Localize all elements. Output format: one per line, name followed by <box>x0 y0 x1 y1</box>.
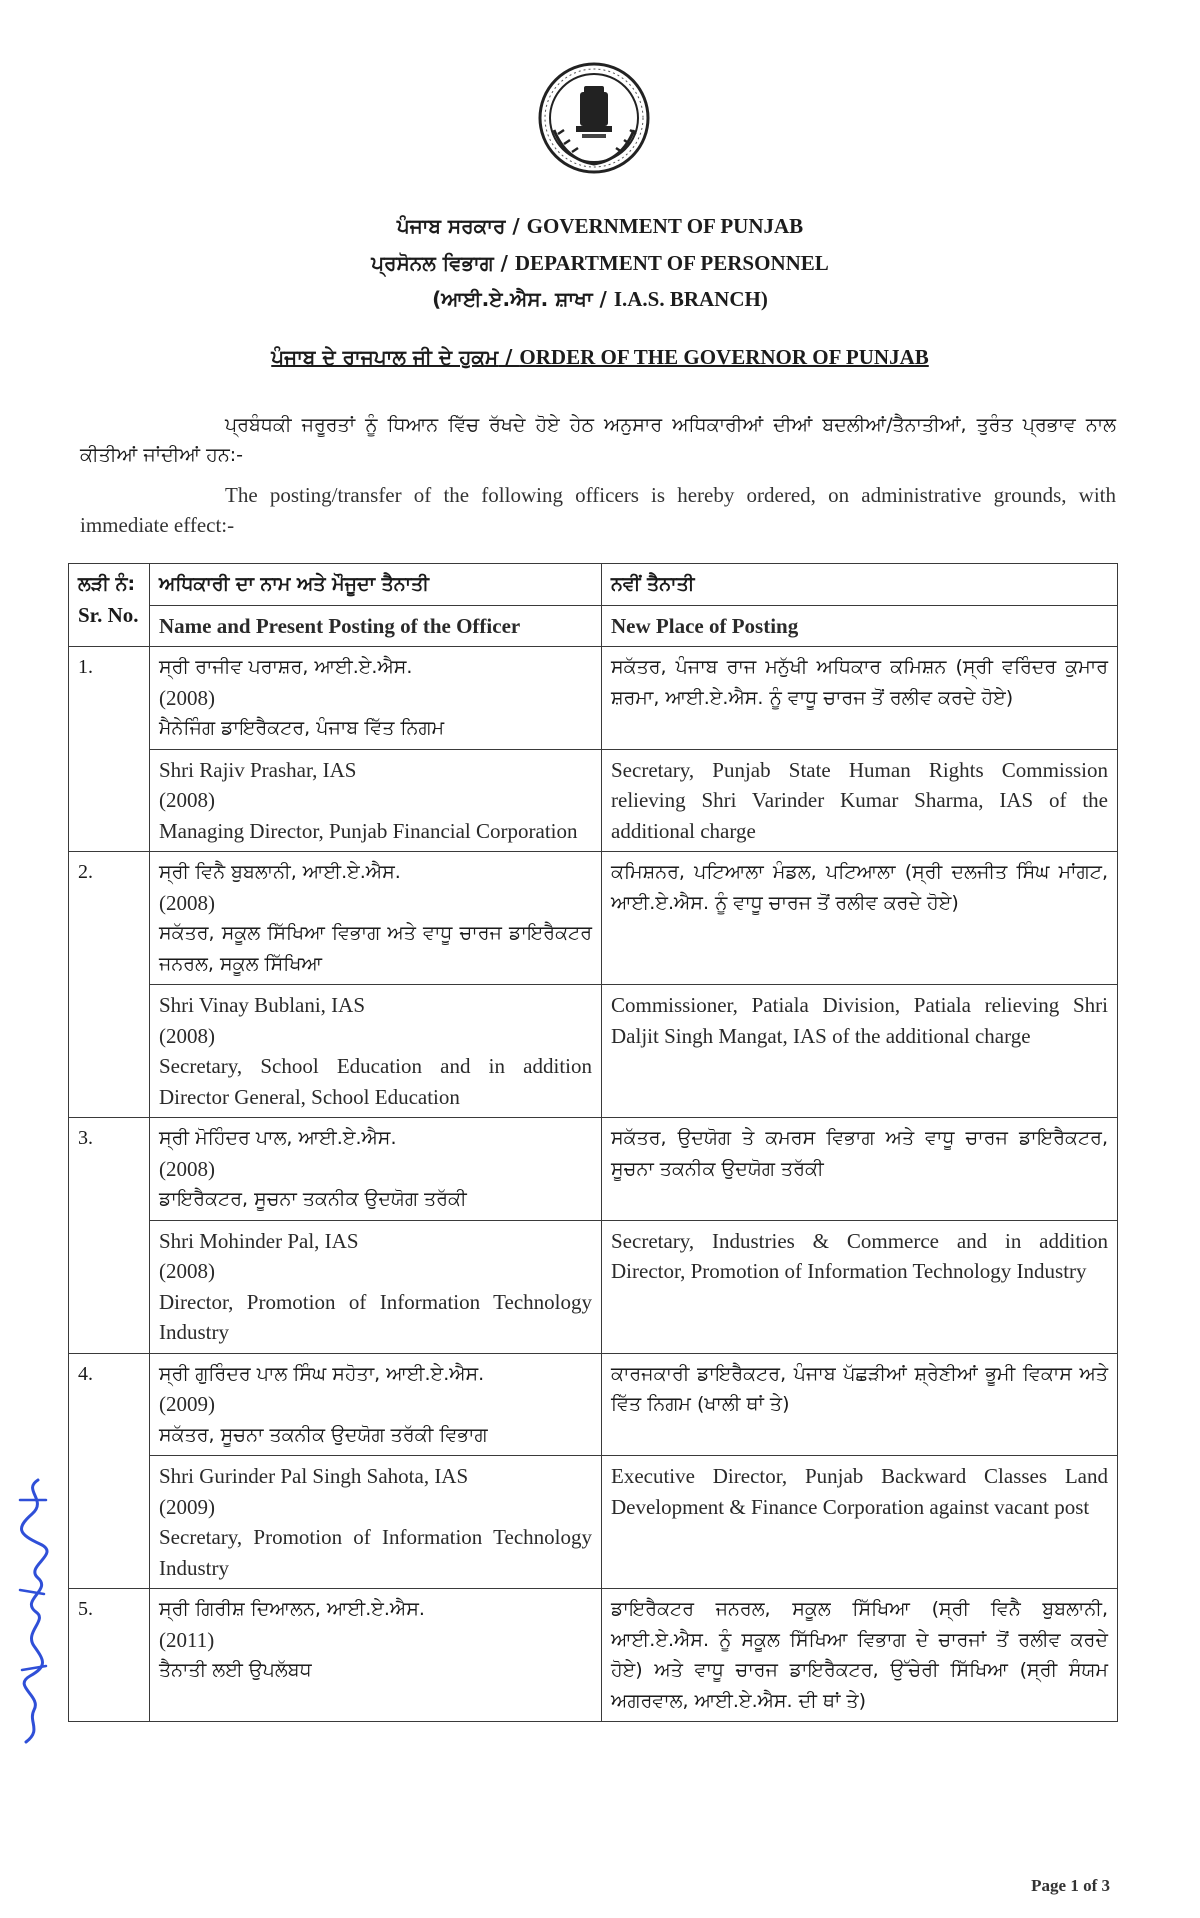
officer-name-pa: ਸ੍ਰੀ ਗਿਰੀਸ਼ ਦਿਆਲਨ, ਆਈ.ਏ.ਐਸ. <box>159 1598 425 1620</box>
officer-batch: (2008) <box>159 788 215 812</box>
handwritten-signature <box>8 1470 56 1750</box>
page-number: Page 1 of 3 <box>1031 1876 1110 1895</box>
officer-present-posting-en: Managing Director, Punjab Financial Corporation <box>159 818 578 843</box>
intro-english: The posting/transfer of the following officers is hereby ordered, on administrative grounds, with immediate effect:- <box>80 483 1116 537</box>
order-title-en: ORDER OF THE GOVERNOR OF PUNJAB <box>519 345 929 369</box>
header-name-en: Name and Present Posting of the Officer <box>150 605 602 647</box>
officer-name-en: Shri Vinay Bublani, IAS <box>159 993 366 1017</box>
postings-table <box>68 563 1118 1722</box>
new-posting-en: Secretary, Punjab State Human Rights Commission relieving Shri Varinder Kumar Sharma, IAS of the additional charge <box>602 749 1118 852</box>
officer-batch: (2008) <box>159 685 215 710</box>
table-row <box>69 1220 1118 1353</box>
header-sr-en: Sr. No. <box>78 602 139 627</box>
table-row <box>69 852 1118 985</box>
officer-name-pa: ਸ੍ਰੀ ਵਿਨੈ ਬੁਬਲਾਨੀ, ਆਈ.ਏ.ਐਸ. <box>159 861 401 883</box>
new-posting-en: Executive Director, Punjab Backward Classes Land Development & Finance Corporation against vacant post <box>602 1456 1118 1589</box>
officer-cell-pa <box>150 1353 602 1456</box>
table-row <box>69 749 1118 852</box>
header-name-pa: ਅਧਿਕਾਰੀ ਦਾ ਨਾਮ ਅਤੇ ਮੌਜੂਦਾ ਤੈਨਾਤੀ <box>150 564 602 606</box>
officer-name-en: Shri Gurinder Pal Singh Sahota, IAS <box>159 1464 469 1488</box>
officer-batch: (2008) <box>159 890 215 915</box>
header-branch-en: I.A.S. BRANCH) <box>613 287 768 311</box>
sr-number: 4. <box>69 1353 150 1589</box>
officer-present-posting-pa: ਮੈਨੇਜਿੰਗ ਡਾਇਰੈਕਟਰ, ਪੰਜਾਬ ਵਿੱਤ ਨਿਗਮ <box>159 717 445 739</box>
officer-name-pa: ਸ੍ਰੀ ਮੋਹਿੰਦਰ ਪਾਲ, ਆਈ.ਏ.ਐਸ. <box>159 1127 397 1149</box>
order-title-pa: ਪੰਜਾਬ ਦੇ ਰਾਜਪਾਲ ਜੀ ਦੇ ਹੁਕਮ <box>271 345 499 369</box>
officer-batch: (2009) <box>159 1392 215 1416</box>
intro-punjabi: ਪ੍ਰਬੰਧਕੀ ਜਰੂਰਤਾਂ ਨੂੰ ਧਿਆਨ ਵਿੱਚ ਰੱਖਦੇ ਹੋਏ ਹੇਠ ਅਨੁਸਾਰ ਅਧਿਕਾਰੀਆਂ ਦੀਆਂ ਬਦਲੀਆਂ/ਤੈਨਾਤੀਆਂ, ਤੁਰੰਤ ਪ੍ਰਭਾਵ ਨਾਲ ਕੀਤੀਆਂ ਜਾਂਦੀਆਂ ਹਨ:- <box>80 414 1116 466</box>
new-posting-pa: ਡਾਇਰੈਕਟਰ ਜਨਰਲ, ਸਕੂਲ ਸਿੱਖਿਆ (ਸ੍ਰੀ ਵਿਨੈ ਬੁਬਲਾਨੀ, ਆਈ.ਏ.ਐਸ. ਨੂੰ ਸਕੂਲ ਸਿੱਖਿਆ ਵਿਭਾਗ ਦੇ ਚਾਰਜਾਂ ਤੋਂ ਰਲੀਵ ਕਰਦੇ ਹੋਏ) ਅਤੇ ਵਾਧੂ ਚਾਰਜ ਡਾਇਰੈਕਟਰ, ਉੱਚੇਰੀ ਸਿੱਖਿਆ (ਸ੍ਰੀ ਸੰਯਮ ਅਗਰਵਾਲ, ਆਈ.ਏ.ਐਸ. ਦੀ ਥਾਂ ਤੇ) <box>602 1589 1118 1722</box>
officer-batch: (2008) <box>159 1156 215 1181</box>
new-posting-pa: ਕਾਰਜਕਾਰੀ ਡਾਇਰੈਕਟਰ, ਪੰਜਾਬ ਪੱਛੜੀਆਂ ਸ਼੍ਰੇਣੀਆਂ ਭੂਮੀ ਵਿਕਾਸ ਅਤੇ ਵਿੱਤ ਨਿਗਮ (ਖਾਲੀ ਥਾਂ ਤੇ) <box>602 1353 1118 1456</box>
officer-cell-pa <box>150 1118 602 1221</box>
sr-number: 1. <box>69 647 150 852</box>
sr-number: 3. <box>69 1118 150 1354</box>
officer-present-posting-en: Secretary, School Education and in addition Director General, School Education <box>159 1054 592 1109</box>
officer-batch: (2009) <box>159 1494 215 1519</box>
table-header-row-pa <box>69 564 1118 606</box>
officer-cell-pa <box>150 1589 602 1722</box>
header-government: ਪੰਜਾਬ ਸਰਕਾਰ / GOVERNMENT OF PUNJAB <box>396 214 804 238</box>
table-row <box>69 1456 1118 1589</box>
officer-batch: (2008) <box>159 1023 215 1048</box>
header-government-pa: ਪੰਜਾਬ ਸਰਕਾਰ <box>396 214 506 238</box>
header-new-en: New Place of Posting <box>602 605 1118 647</box>
header-sr-cell <box>69 564 150 647</box>
new-posting-pa: ਕਮਿਸ਼ਨਰ, ਪਟਿਆਲਾ ਮੰਡਲ, ਪਟਿਆਲਾ (ਸ੍ਰੀ ਦਲਜੀਤ ਸਿੰਘ ਮਾਂਗਟ, ਆਈ.ਏ.ਐਸ. ਨੂੰ ਵਾਧੂ ਚਾਰਜ ਤੋਂ ਰਲੀਵ ਕਰਦੇ ਹੋਏ) <box>602 852 1118 985</box>
officer-present-posting-en: Secretary, Promotion of Information Technology Industry <box>159 1525 592 1580</box>
officer-name-pa: ਸ੍ਰੀ ਗੁਰਿੰਦਰ ਪਾਲ ਸਿੰਘ ਸਹੋਤਾ, ਆਈ.ਏ.ਐਸ. <box>159 1362 485 1385</box>
header-branch: (ਆਈ.ਏ.ਐਸ. ਸ਼ਾਖਾ / I.A.S. BRANCH) <box>432 287 768 311</box>
officer-present-posting-pa: ਸਕੱਤਰ, ਸਕੂਲ ਸਿੱਖਿਆ ਵਿਭਾਗ ਅਤੇ ਵਾਧੂ ਚਾਰਜ ਡਾਇਰੈਕਟਰ ਜਨਰਲ, ਸਕੂਲ ਸਿੱਖਿਆ <box>159 922 592 975</box>
table-row <box>69 647 1118 750</box>
officer-cell-en <box>150 1220 602 1353</box>
officer-present-posting-pa: ਡਾਇਰੈਕਟਰ, ਸੂਚਨਾ ਤਕਨੀਕ ਉਦਯੋਗ ਤਰੱਕੀ <box>159 1188 467 1210</box>
header-branch-pa: (ਆਈ.ਏ.ਐਸ. ਸ਼ਾਖਾ <box>432 287 593 311</box>
officer-cell-en <box>150 749 602 852</box>
table-row <box>69 985 1118 1118</box>
officer-batch: (2008) <box>159 1259 215 1283</box>
new-posting-pa: ਸਕੱਤਰ, ਪੰਜਾਬ ਰਾਜ ਮਨੁੱਖੀ ਅਧਿਕਾਰ ਕਮਿਸ਼ਨ (ਸ੍ਰੀ ਵਰਿੰਦਰ ਕੁਮਾਰ ਸ਼ਰਮਾ, ਆਈ.ਏ.ਐਸ. ਨੂੰ ਵਾਧੂ ਚਾਰਜ ਤੋਂ ਰਲੀਵ ਕਰਦੇ ਹੋਏ) <box>602 647 1118 750</box>
header-government-en: GOVERNMENT OF PUNJAB <box>526 214 804 238</box>
officer-name-en: Shri Mohinder Pal, IAS <box>159 1228 359 1253</box>
table-row <box>69 1118 1118 1221</box>
officer-batch: (2011) <box>159 1627 215 1652</box>
table-row <box>69 1589 1118 1722</box>
officer-name-pa: ਸ੍ਰੀ ਰਾਜੀਵ ਪਰਾਸ਼ਰ, ਆਈ.ਏ.ਐਸ. <box>159 656 413 678</box>
officer-cell-en <box>150 1456 602 1589</box>
sr-number: 5. <box>69 1589 150 1722</box>
header-sr-pa: ਲੜੀ ਨੰ: <box>78 573 136 595</box>
officer-cell-pa <box>150 647 602 750</box>
header-new-pa: ਨਵੀਂ ਤੈਨਾਤੀ <box>602 564 1118 606</box>
new-posting-en: Commissioner, Patiala Division, Patiala relieving Shri Daljit Singh Mangat, IAS of the additional charge <box>602 985 1118 1118</box>
officer-cell-en <box>150 985 602 1118</box>
new-posting-en: Secretary, Industries & Commerce and in addition Director, Promotion of Information Technology Industry <box>602 1220 1118 1353</box>
table-header-row-en <box>69 605 1118 647</box>
officer-present-posting-pa: ਤੈਨਾਤੀ ਲਈ ਉਪਲੱਬਧ <box>159 1659 312 1681</box>
table-row <box>69 1353 1118 1456</box>
header-department: ਪ੍ਰਸੋਨਲ ਵਿਭਾਗ / DEPARTMENT OF PERSONNEL <box>371 251 829 275</box>
officer-present-posting-pa: ਸਕੱਤਰ, ਸੂਚਨਾ ਤਕਨੀਕ ਉਦਯੋਗ ਤਰੱਕੀ ਵਿਭਾਗ <box>159 1423 488 1446</box>
officer-present-posting-en: Director, Promotion of Information Technology Industry <box>159 1289 592 1344</box>
sr-number: 2. <box>69 852 150 1118</box>
new-posting-pa: ਸਕੱਤਰ, ਉਦਯੋਗ ਤੇ ਕਮਰਸ ਵਿਭਾਗ ਅਤੇ ਵਾਧੂ ਚਾਰਜ ਡਾਇਰੈਕਟਰ, ਸੂਚਨਾ ਤਕਨੀਕ ਉਦਯੋਗ ਤਰੱਕੀ <box>602 1118 1118 1221</box>
officer-cell-pa <box>150 852 602 985</box>
government-emblem-icon <box>536 60 652 176</box>
header-department-en: DEPARTMENT OF PERSONNEL <box>514 251 829 275</box>
order-title: ਪੰਜਾਬ ਦੇ ਰਾਜਪਾਲ ਜੀ ਦੇ ਹੁਕਮ / ORDER OF THE GOVERNOR OF PUNJAB <box>271 345 929 369</box>
header-department-pa: ਪ੍ਰਸੋਨਲ ਵਿਭਾਗ <box>371 251 494 275</box>
officer-name-en: Shri Rajiv Prashar, IAS <box>159 757 357 782</box>
